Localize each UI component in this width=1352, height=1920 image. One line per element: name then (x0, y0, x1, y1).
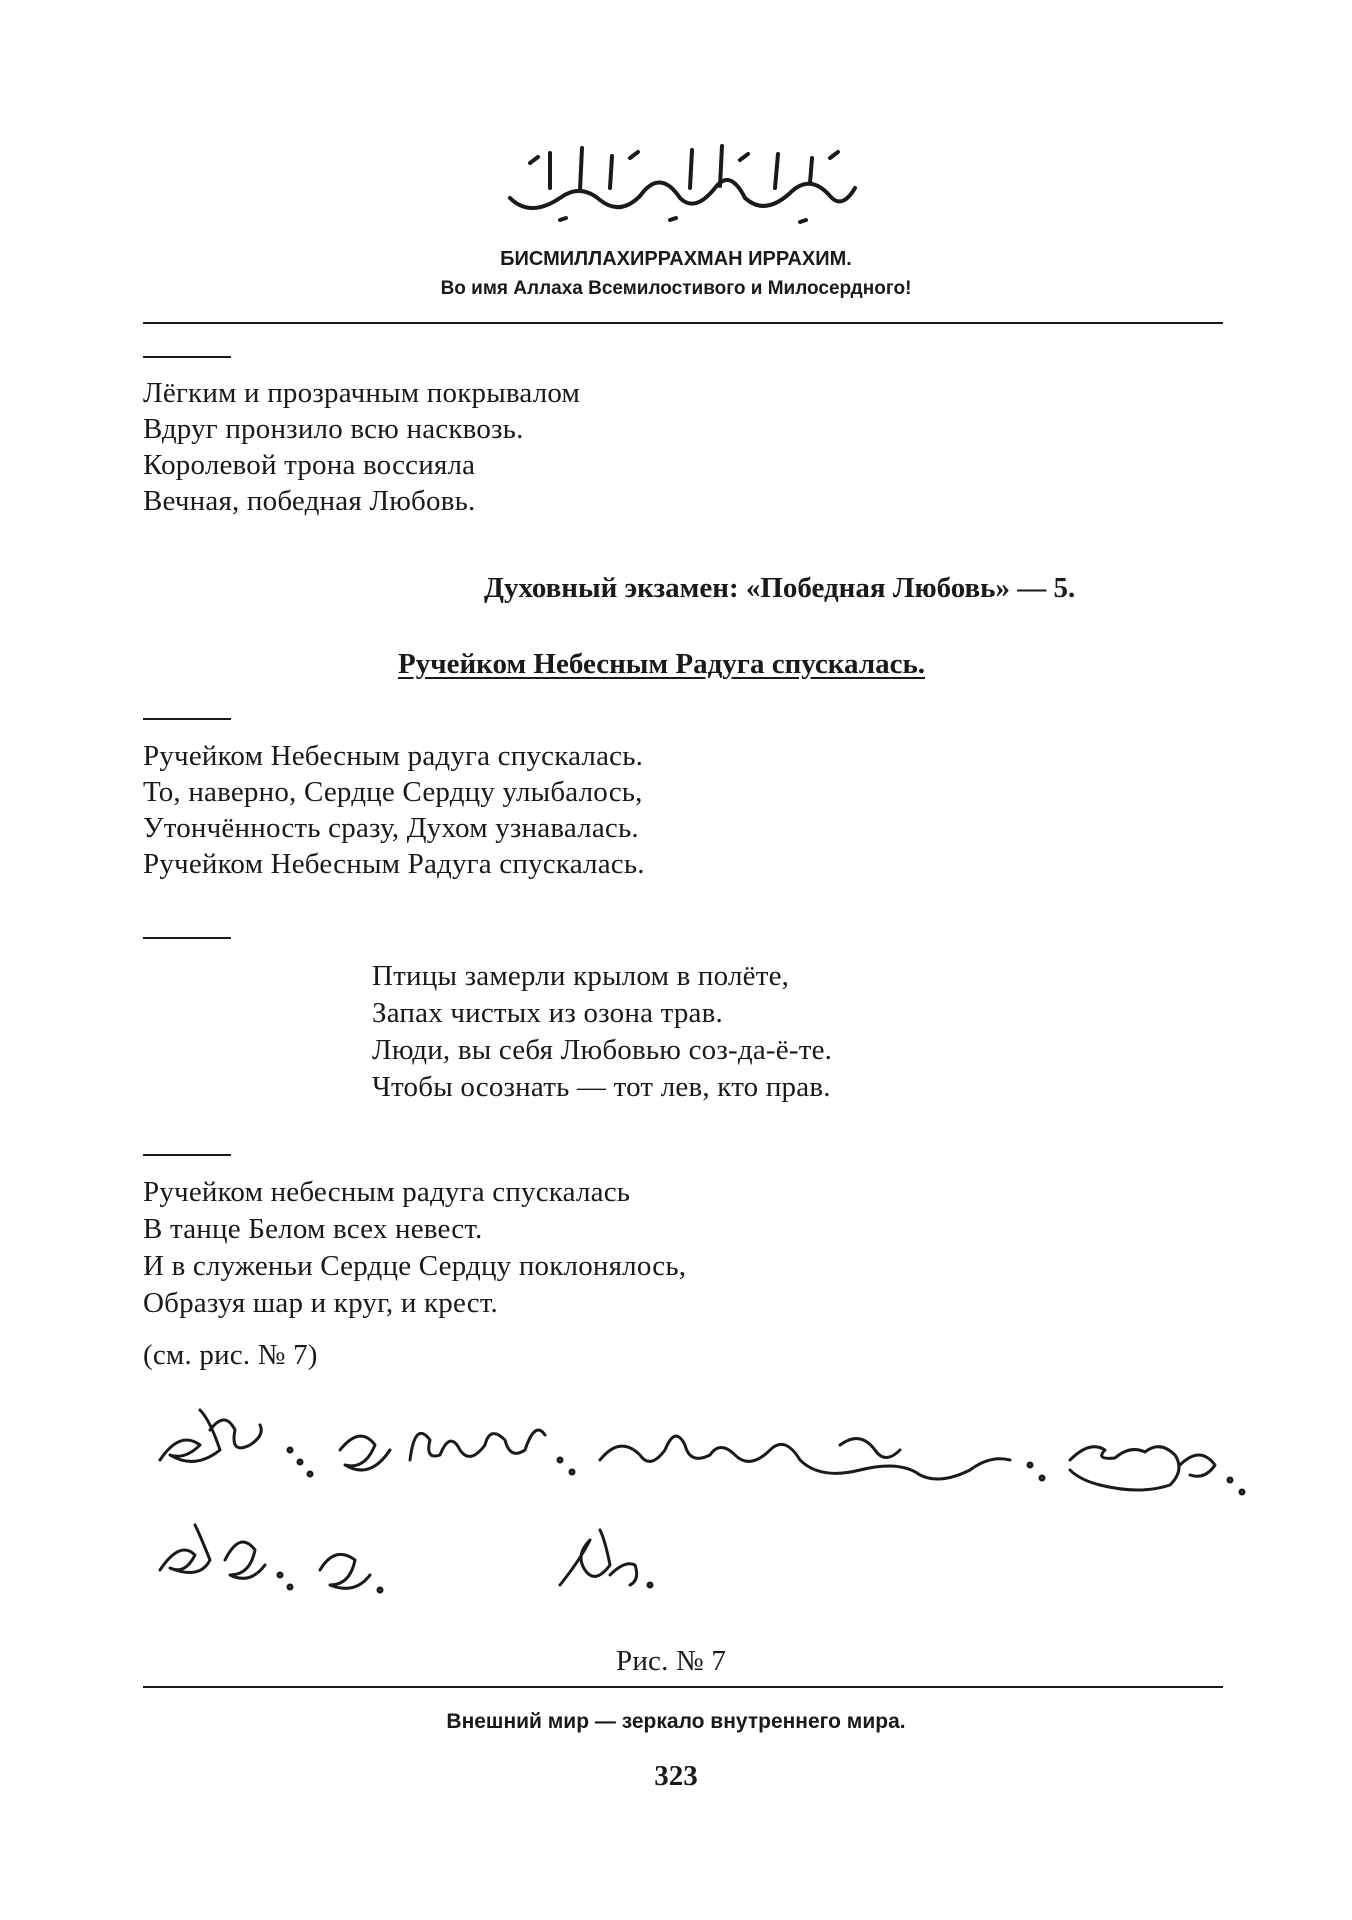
stanza1-line-3: Королевой трона воссияла (143, 449, 476, 481)
stanza1-line-4: Вечная, победная Любовь. (143, 485, 476, 517)
stanza4-line-4: Образуя шар и круг, и крест. (143, 1287, 499, 1319)
stanza1-line-1: Лёгким и прозрачным покрывалом (143, 377, 581, 409)
bismillah-calligraphy-icon (490, 128, 870, 228)
stanza-dash (143, 937, 231, 939)
stanza-dash (143, 718, 231, 720)
stanza-dash (143, 356, 231, 358)
handwritten-script-figure (140, 1390, 1260, 1630)
footer-motto: Внешний мир — зеркало внутреннего мира. (446, 1710, 906, 1733)
stanza-dash (143, 1154, 231, 1156)
stanza2-line-1: Ручейком Небесным радуга спускалась. (143, 740, 644, 772)
figure-reference: (см. рис. № 7) (143, 1339, 318, 1371)
header-title: БИСМИЛЛАХИРРАХМАН ИРРАХИМ. (500, 248, 852, 270)
stanza4-line-1: Ручейком небесным радуга спускалась (143, 1176, 631, 1208)
footer-divider (143, 1686, 1223, 1688)
stanza4-line-3: И в служеньи Сердце Сердцу поклонялось, (143, 1250, 687, 1282)
stanza3-line-1: Птицы замерли крылом в полёте, (372, 960, 790, 992)
stanza2-line-2: То, наверно, Сердце Сердцу улыбалось, (143, 776, 643, 808)
poem-title: Ручейком Небесным Радуга спускалась. (398, 648, 926, 680)
figure-caption: Рис. № 7 (616, 1645, 727, 1677)
header-subtitle: Во имя Аллаха Всемилостивого и Милосердного! (440, 278, 912, 299)
header-divider (143, 322, 1223, 324)
stanza3-line-2: Запах чистых из озона трав. (372, 997, 723, 1029)
stanza4-line-2: В танце Белом всех невест. (143, 1213, 483, 1245)
stanza2-line-3: Утончённость сразу, Духом узнавалась. (143, 812, 639, 844)
stanza2-line-4: Ручейком Небесным Радуга спускалась. (143, 848, 645, 880)
exam-heading: Духовный экзамен: «Победная Любовь» — 5. (484, 572, 1076, 604)
stanza3-line-3: Люди, вы себя Любовью соз-да-ё-те. (372, 1034, 833, 1066)
stanza1-line-2: Вдруг пронзило всю насквозь. (143, 413, 524, 445)
page-number: 323 (654, 1760, 698, 1792)
stanza3-line-4: Чтобы осознать — тот лев, кто прав. (372, 1071, 831, 1103)
